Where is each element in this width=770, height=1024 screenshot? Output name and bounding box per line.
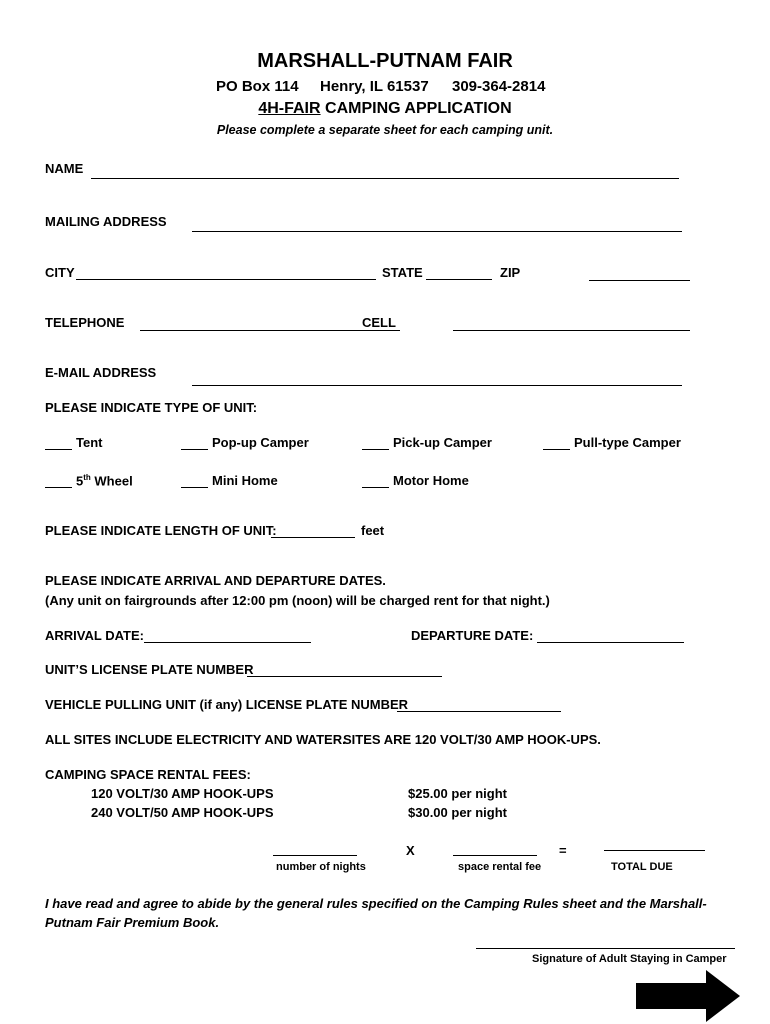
total-caption: TOTAL DUE bbox=[611, 861, 673, 873]
state-field[interactable] bbox=[426, 279, 492, 280]
sites-electric-text: ALL SITES INCLUDE ELECTRICITY AND WATER. bbox=[45, 732, 346, 747]
fee-row-label: 240 VOLT/50 AMP HOOK-UPS bbox=[91, 805, 274, 820]
arrival-date-field[interactable] bbox=[144, 642, 311, 643]
fee-row-label: 120 VOLT/30 AMP HOOK-UPS bbox=[91, 786, 274, 801]
fifth-wheel-number: 5 bbox=[76, 473, 84, 489]
departure-date-label: DEPARTURE DATE: bbox=[411, 628, 534, 643]
right-arrow-icon bbox=[636, 970, 740, 1022]
city-state-zip: Henry, IL 61537 bbox=[320, 78, 429, 95]
fifth-wheel-sup: th bbox=[83, 473, 91, 482]
vehicle-plate-label: VEHICLE PULLING UNIT (if any) LICENSE PLATE NUMBER bbox=[45, 697, 409, 712]
departure-date-field[interactable] bbox=[537, 642, 684, 643]
mini-home-checkbox[interactable] bbox=[181, 487, 208, 488]
fee-row-price: $30.00 per night bbox=[408, 805, 507, 820]
length-field[interactable] bbox=[271, 537, 355, 538]
tent-label: Tent bbox=[76, 435, 103, 450]
page-title: MARSHALL-PUTNAM FAIR bbox=[257, 50, 513, 72]
fifth-wheel-checkbox[interactable] bbox=[45, 487, 72, 488]
name-label: NAME bbox=[45, 161, 84, 176]
total-due-field[interactable] bbox=[604, 850, 705, 851]
fifth-wheel-rest: Wheel bbox=[90, 473, 133, 489]
pulltype-camper-label: Pull-type Camper bbox=[574, 435, 681, 450]
fee-caption: space rental fee bbox=[458, 861, 542, 873]
zip-field[interactable] bbox=[589, 280, 690, 281]
state-label: STATE bbox=[382, 265, 423, 280]
pickup-camper-checkbox[interactable] bbox=[362, 449, 389, 450]
application-title bbox=[0, 100, 770, 118]
telephone-field[interactable] bbox=[140, 330, 400, 331]
popup-camper-label: Pop-up Camper bbox=[212, 435, 309, 450]
vehicle-plate-field[interactable] bbox=[397, 711, 561, 712]
telephone-label: TELEPHONE bbox=[45, 315, 125, 330]
instruction-text: Please complete a separate sheet for each camping unit. bbox=[216, 123, 554, 137]
email-field[interactable] bbox=[192, 385, 682, 386]
pickup-camper-label: Pick-up Camper bbox=[393, 435, 492, 450]
po-box: PO Box 114 bbox=[216, 78, 299, 95]
email-label: E-MAIL ADDRESS bbox=[45, 365, 157, 380]
cell-label: CELL bbox=[362, 315, 396, 330]
fee-row-price: $25.00 per night bbox=[408, 786, 507, 801]
multiply-sign: X bbox=[406, 843, 415, 858]
length-label: PLEASE INDICATE LENGTH OF UNIT: bbox=[45, 523, 277, 538]
name-field[interactable] bbox=[91, 178, 679, 179]
dates-note: (Any unit on fairgrounds after 12:00 pm (noon) will be charged rent for that night.) bbox=[45, 593, 550, 608]
tent-checkbox[interactable] bbox=[45, 449, 72, 450]
agreement-line-1: I have read and agree to abide by the general rules specified on the Camping Rules sheet and the Marshall- bbox=[45, 896, 707, 911]
length-unit: feet bbox=[361, 523, 385, 538]
mailing-address-field[interactable] bbox=[192, 231, 682, 232]
popup-camper-checkbox[interactable] bbox=[181, 449, 208, 450]
sites-voltage-text: SITES ARE 120 VOLT/30 AMP HOOK-UPS. bbox=[343, 732, 601, 747]
application-title-rest: CAMPING APPLICATION bbox=[320, 100, 512, 117]
phone-number: 309-364-2814 bbox=[452, 78, 546, 95]
zip-label: ZIP bbox=[500, 265, 521, 280]
rental-fee-field[interactable] bbox=[453, 855, 537, 856]
nights-field[interactable] bbox=[273, 855, 357, 856]
equals-sign: = bbox=[559, 843, 567, 858]
mini-home-label: Mini Home bbox=[212, 473, 278, 488]
city-field[interactable] bbox=[76, 279, 376, 280]
motor-home-label: Motor Home bbox=[393, 473, 469, 488]
fees-heading: CAMPING SPACE RENTAL FEES: bbox=[45, 767, 251, 782]
cell-field[interactable] bbox=[453, 330, 690, 331]
signature-field[interactable] bbox=[476, 948, 735, 949]
unit-plate-field[interactable] bbox=[247, 676, 442, 677]
nights-caption: number of nights bbox=[276, 861, 366, 873]
unit-plate-label: UNIT’S LICENSE PLATE NUMBER bbox=[45, 662, 254, 677]
fifth-wheel-label bbox=[76, 473, 133, 488]
application-title-prefix: 4H-FAIR bbox=[258, 100, 321, 117]
unit-type-heading: PLEASE INDICATE TYPE OF UNIT: bbox=[45, 400, 258, 415]
pulltype-camper-checkbox[interactable] bbox=[543, 449, 570, 450]
dates-heading: PLEASE INDICATE ARRIVAL AND DEPARTURE DATES. bbox=[45, 573, 386, 588]
motor-home-checkbox[interactable] bbox=[362, 487, 389, 488]
arrival-date-label: ARRIVAL DATE: bbox=[45, 628, 144, 643]
agreement-line-2: Putnam Fair Premium Book. bbox=[45, 915, 220, 930]
signature-caption: Signature of Adult Staying in Camper bbox=[532, 953, 727, 965]
mailing-address-label: MAILING ADDRESS bbox=[45, 214, 167, 229]
city-label: CITY bbox=[45, 265, 75, 280]
